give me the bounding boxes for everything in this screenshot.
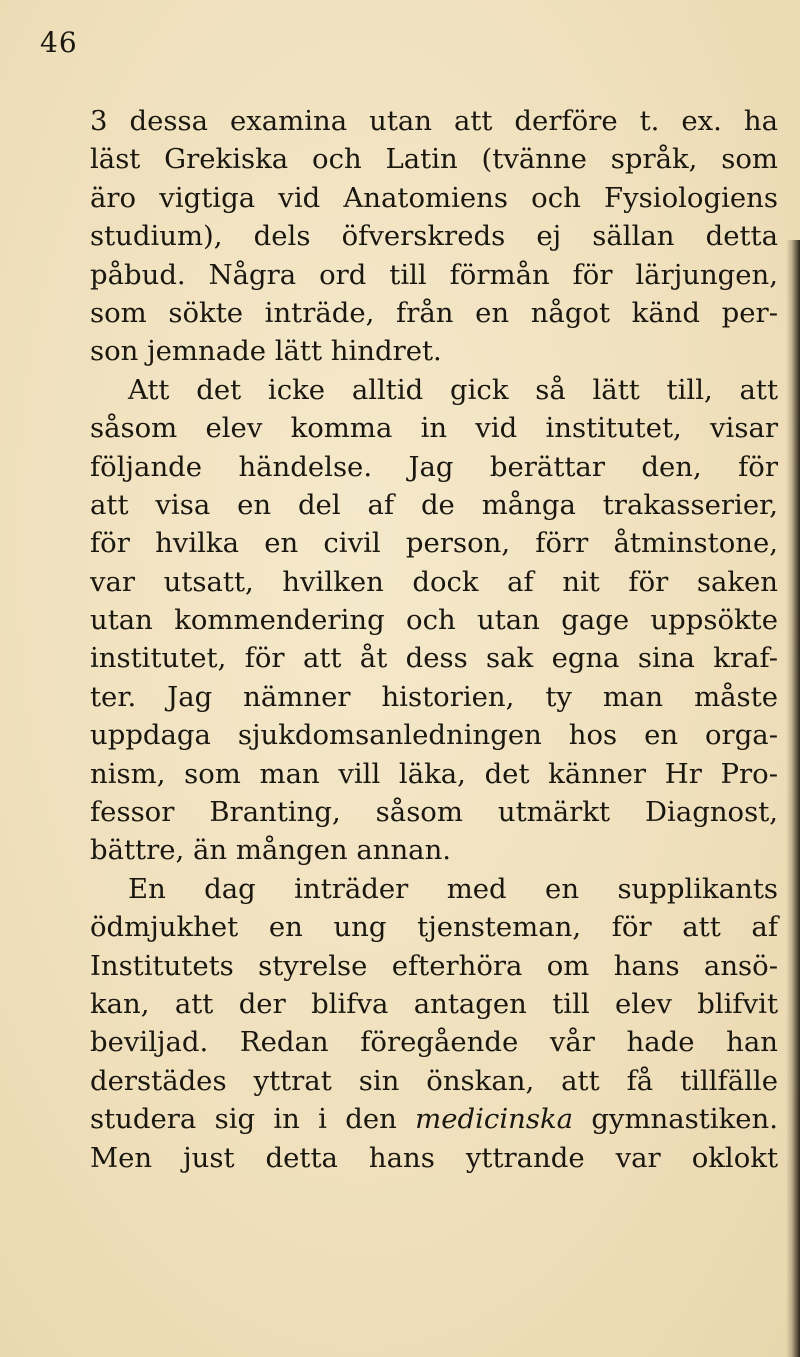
text-line: beviljad. Redan föregående vår hade han bbox=[90, 1026, 778, 1059]
text-line: fessor Branting, såsom utmärkt Diagnost, bbox=[90, 796, 778, 829]
text-line: för hvilka en civil person, förr åtminstone, bbox=[90, 527, 778, 560]
italic-word: medicinska bbox=[415, 1103, 574, 1136]
text-line: son jemnade lätt hindret. bbox=[90, 335, 442, 368]
text-line: 3 dessa examina utan att derföre t. ex. ha bbox=[90, 105, 778, 137]
text-line: En dag inträder med en supplikants bbox=[128, 872, 778, 905]
text-line: nism, som man vill läka, det känner Hr Pro- bbox=[90, 757, 778, 790]
text-line: studium), dels öfverskreds ej sällan detta bbox=[90, 220, 778, 253]
text-line: läst Grekiska och Latin (tvänne språk, som bbox=[90, 143, 778, 176]
text-line: institutet, för att åt dess sak egna sina kraf- bbox=[90, 642, 778, 675]
text-line: ödmjukhet en ung tjensteman, för att af bbox=[90, 911, 778, 944]
text-line: var utsatt, hvilken dock af nit för saken bbox=[90, 565, 778, 598]
text-segment: studera sig in i den bbox=[90, 1103, 397, 1136]
text-segment: gymnastiken. bbox=[591, 1103, 778, 1136]
text-line: såsom elev komma in vid institutet, visar bbox=[90, 412, 778, 445]
text-line: äro vigtiga vid Anatomiens och Fysiologiens bbox=[90, 181, 778, 214]
text-line: derstädes yttrat sin önskan, att få tillfälle bbox=[90, 1064, 778, 1097]
text-line: bättre, än mången annan. bbox=[90, 834, 452, 867]
text-line: påbud. Några ord till förmån för lärjungen, bbox=[90, 258, 778, 291]
text-line: uppdaga sjukdomsanledningen hos en orga- bbox=[90, 719, 778, 752]
page-number: 46 bbox=[40, 26, 78, 59]
text-line: ter. Jag nämner historien, ty man måste bbox=[90, 680, 778, 713]
text-line: utan kommendering och utan gage uppsökte bbox=[90, 604, 778, 637]
text-line: Att det icke alltid gick så lätt till, att bbox=[128, 373, 778, 406]
page-edge-shadow bbox=[786, 240, 800, 1357]
text-line: Institutets styrelse efterhöra om hans ansö- bbox=[90, 949, 778, 982]
text-line bbox=[90, 1100, 778, 1138]
text-line: som sökte inträde, från en något känd per- bbox=[90, 296, 778, 329]
text-line: följande händelse. Jag berättar den, för bbox=[90, 450, 778, 483]
body-text bbox=[90, 102, 778, 1177]
text-line: Men just detta hans yttrande var oklokt bbox=[90, 1141, 778, 1174]
text-line: kan, att der blifva antagen till elev blifvit bbox=[90, 987, 778, 1020]
text-line: att visa en del af de många trakasserier, bbox=[90, 488, 778, 521]
